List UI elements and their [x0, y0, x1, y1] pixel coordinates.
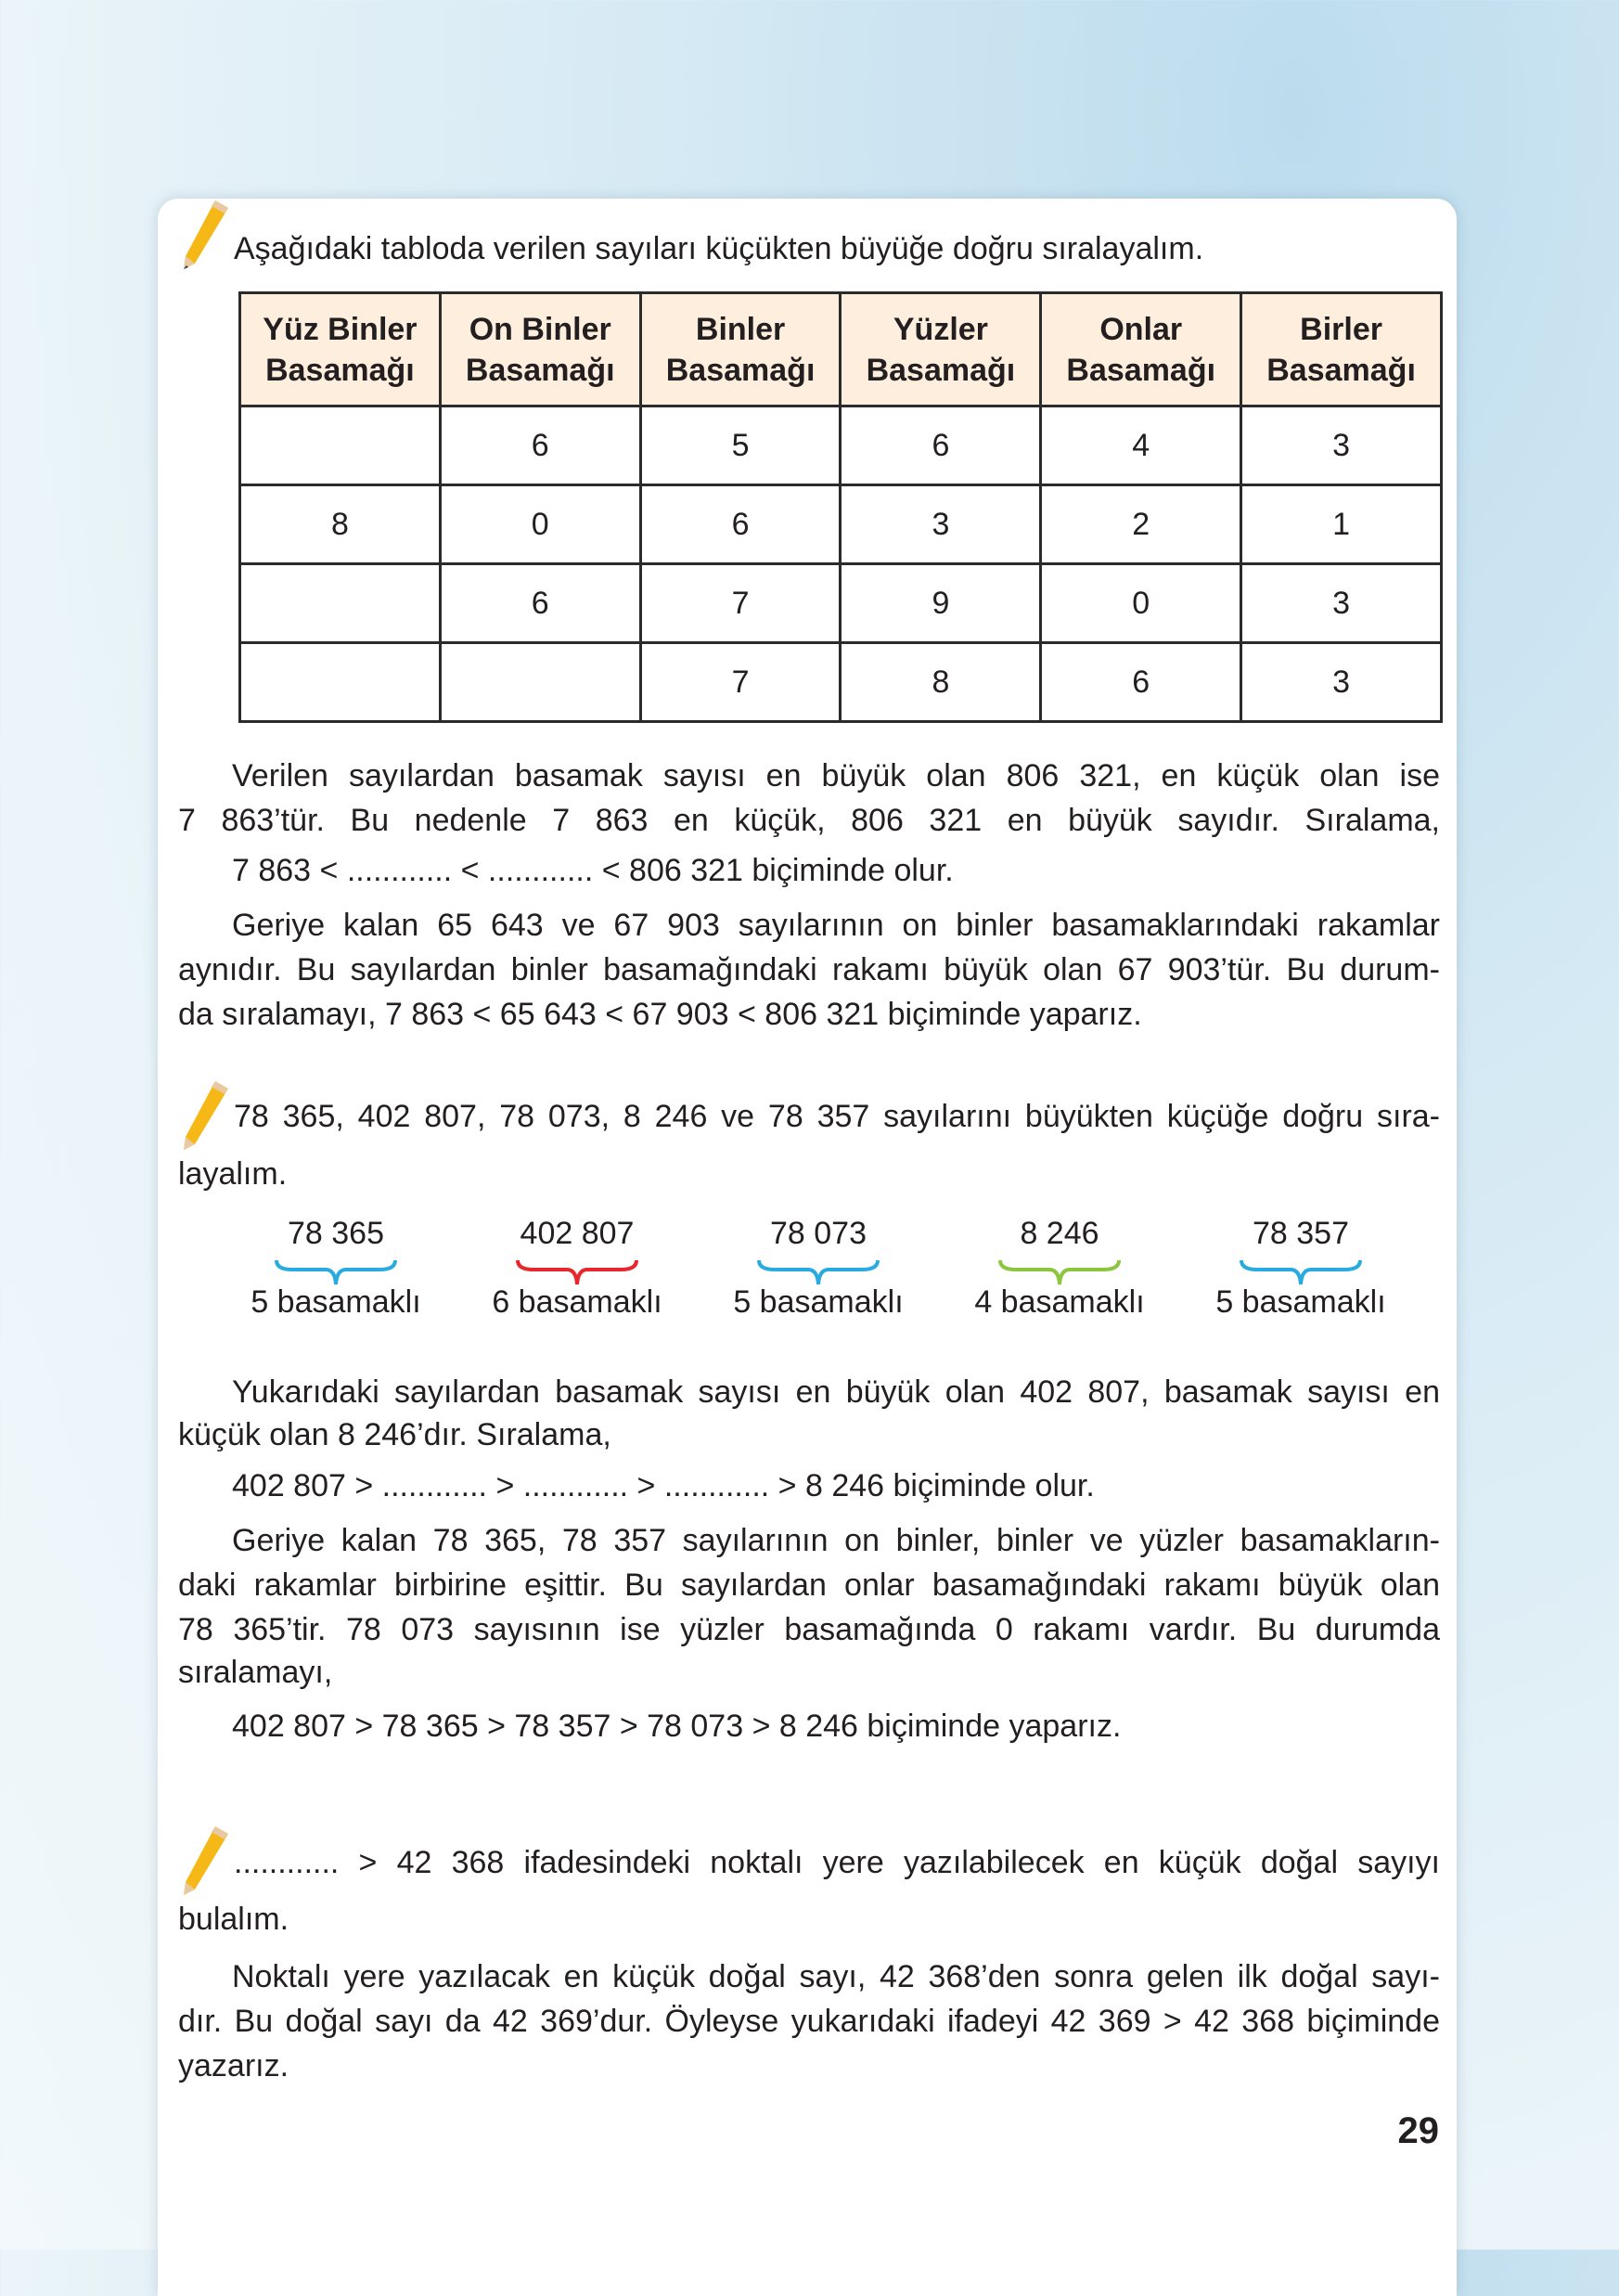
- pencil-icon: [176, 1079, 232, 1154]
- table-cell: 1: [1241, 485, 1442, 564]
- number-value: 8 246: [1020, 1216, 1099, 1251]
- paragraph-5-line: yazarız.: [178, 2048, 289, 2083]
- paragraph-2-line: Geriye kalan 65 643 ve 67 903 sayılarının on binler basamaklarındaki rakamlar: [232, 908, 1440, 943]
- header-text: Basamağı: [265, 352, 415, 388]
- digit-count-label: 5 basamaklı: [251, 1284, 421, 1320]
- paragraph-2-line: aynıdır. Bu sayılardan binler basamağındaki rakamı büyük olan 67 903’tür. Bu durum-: [178, 952, 1440, 987]
- header-text: Basamağı: [465, 352, 615, 388]
- header-text: Basamağı: [866, 352, 1016, 388]
- task-2-line: layalım.: [178, 1156, 288, 1192]
- header-text: Basamağı: [1066, 352, 1216, 388]
- table-cell: 6: [841, 406, 1041, 485]
- table-cell: 6: [440, 564, 640, 643]
- table-cell: 0: [1041, 564, 1241, 643]
- header-text: On Binler: [469, 311, 611, 347]
- curly-brace-icon: [756, 1258, 880, 1286]
- task-3-line: bulalım.: [178, 1902, 289, 1937]
- number-value: 78 365: [288, 1216, 384, 1251]
- digit-count-label: 5 basamaklı: [733, 1284, 904, 1320]
- curly-brace-icon: [997, 1258, 1122, 1286]
- table-cell: 6: [440, 406, 640, 485]
- table-cell: 5: [640, 406, 841, 485]
- paragraph-5-line: dır. Bu doğal sayı da 42 369’dur. Öyleyse yukarıdaki ifadeyi 42 369 > 42 368 biçiminde: [178, 2004, 1440, 2039]
- ordering-blank-2: 402 807 > ............ > ............ > ............ > 8 246 biçiminde olur.: [232, 1468, 1095, 1503]
- table-row: [240, 406, 1442, 485]
- task-3-line: ............ > 42 368 ifadesindeki noktalı yere yazılabilecek en küçük doğal sayıyı: [234, 1845, 1440, 1880]
- header-text: Basamağı: [1266, 352, 1416, 388]
- table-cell: 2: [1041, 485, 1241, 564]
- table-cell: 6: [640, 485, 841, 564]
- header-text: Yüz Binler: [263, 311, 418, 347]
- paragraph-1-line: 7 863’tür. Bu nedenle 7 863 en küçük, 806 321 en büyük sayıdır. Sıralama,: [178, 803, 1440, 838]
- table-cell: 8: [240, 485, 441, 564]
- table-cell: 7: [640, 643, 841, 722]
- task-2-line: 78 365, 402 807, 78 073, 8 246 ve 78 357 sayılarını büyükten küçüğe doğru sıra-: [234, 1099, 1440, 1134]
- table-cell: 0: [440, 485, 640, 564]
- paragraph-1-line: Verilen sayılardan basamak sayısı en büyük olan 806 321, en küçük olan ise: [232, 758, 1440, 793]
- header-text: Basamağı: [665, 352, 816, 388]
- number-value: 78 357: [1253, 1216, 1349, 1251]
- table-cell: 6: [1041, 643, 1241, 722]
- column-header: [240, 293, 441, 406]
- paragraph-5-line: Noktalı yere yazılacak en küçük doğal sayı, 42 368’den sonra gelen ilk doğal sayı-: [232, 1959, 1440, 1994]
- digit-count-label: 6 basamaklı: [492, 1284, 662, 1320]
- header-text: Binler: [695, 311, 786, 347]
- column-header: [1241, 293, 1442, 406]
- table-cell: [240, 406, 441, 485]
- column-header: [1041, 293, 1241, 406]
- curly-brace-icon: [515, 1258, 639, 1286]
- digit-count-label: 4 basamaklı: [974, 1284, 1145, 1320]
- table-row: [240, 643, 1442, 722]
- number-value: 402 807: [520, 1216, 635, 1251]
- table-cell: 8: [841, 643, 1041, 722]
- place-value-table: [238, 291, 1443, 723]
- intro-text: Aşağıdaki tabloda verilen sayıları küçükten büyüğe doğru sıralayalım.: [234, 231, 1204, 266]
- table-row: [240, 485, 1442, 564]
- column-header: [841, 293, 1041, 406]
- column-header: [440, 293, 640, 406]
- table-cell: 3: [841, 485, 1041, 564]
- ordering-blank-1: 7 863 < ............ < ............ < 806 321 biçiminde olur.: [232, 853, 954, 888]
- header-text: Onlar: [1099, 311, 1183, 347]
- digit-count-label: 5 basamaklı: [1215, 1284, 1386, 1320]
- header-text: Birler: [1300, 311, 1382, 347]
- paragraph-3-line: küçük olan 8 246’dır. Sıralama,: [178, 1417, 611, 1452]
- paragraph-4-line: daki rakamlar birbirine eşittir. Bu sayılardan onlar basamağındaki rakamı büyük olan: [178, 1567, 1440, 1603]
- ordering-result: 402 807 > 78 365 > 78 357 > 78 073 > 8 246 biçiminde yaparız.: [232, 1709, 1122, 1744]
- pencil-icon: [176, 199, 232, 273]
- paragraph-4-line: 78 365’tir. 78 073 sayısının ise yüzler basamağında 0 rakamı vardır. Bu durumda: [178, 1612, 1440, 1647]
- table-cell: 4: [1041, 406, 1241, 485]
- paragraph-3-line: Yukarıdaki sayılardan basamak sayısı en büyük olan 402 807, basamak sayısı en: [232, 1374, 1440, 1410]
- table-cell: 3: [1241, 564, 1442, 643]
- table-cell: [240, 564, 441, 643]
- curly-brace-icon: [1239, 1258, 1363, 1286]
- table-cell: 9: [841, 564, 1041, 643]
- table-cell: 7: [640, 564, 841, 643]
- page-number: 29: [1397, 2110, 1439, 2151]
- number-value: 78 073: [770, 1216, 867, 1251]
- table-row: [240, 564, 1442, 643]
- table-cell: 3: [1241, 406, 1442, 485]
- table-cell: [440, 643, 640, 722]
- paragraph-4-line: sıralamayı,: [178, 1655, 333, 1690]
- paragraph-2-line: da sıralamayı, 7 863 < 65 643 < 67 903 < 806 321 biçiminde yaparız.: [178, 997, 1142, 1032]
- table-cell: 3: [1241, 643, 1442, 722]
- paragraph-4-line: Geriye kalan 78 365, 78 357 sayılarının on binler, binler ve yüzler basamakların-: [232, 1523, 1440, 1558]
- column-header: [640, 293, 841, 406]
- header-text: Yüzler: [893, 311, 988, 347]
- curly-brace-icon: [274, 1258, 398, 1286]
- table-cell: [240, 643, 441, 722]
- pencil-icon: [176, 1825, 232, 1899]
